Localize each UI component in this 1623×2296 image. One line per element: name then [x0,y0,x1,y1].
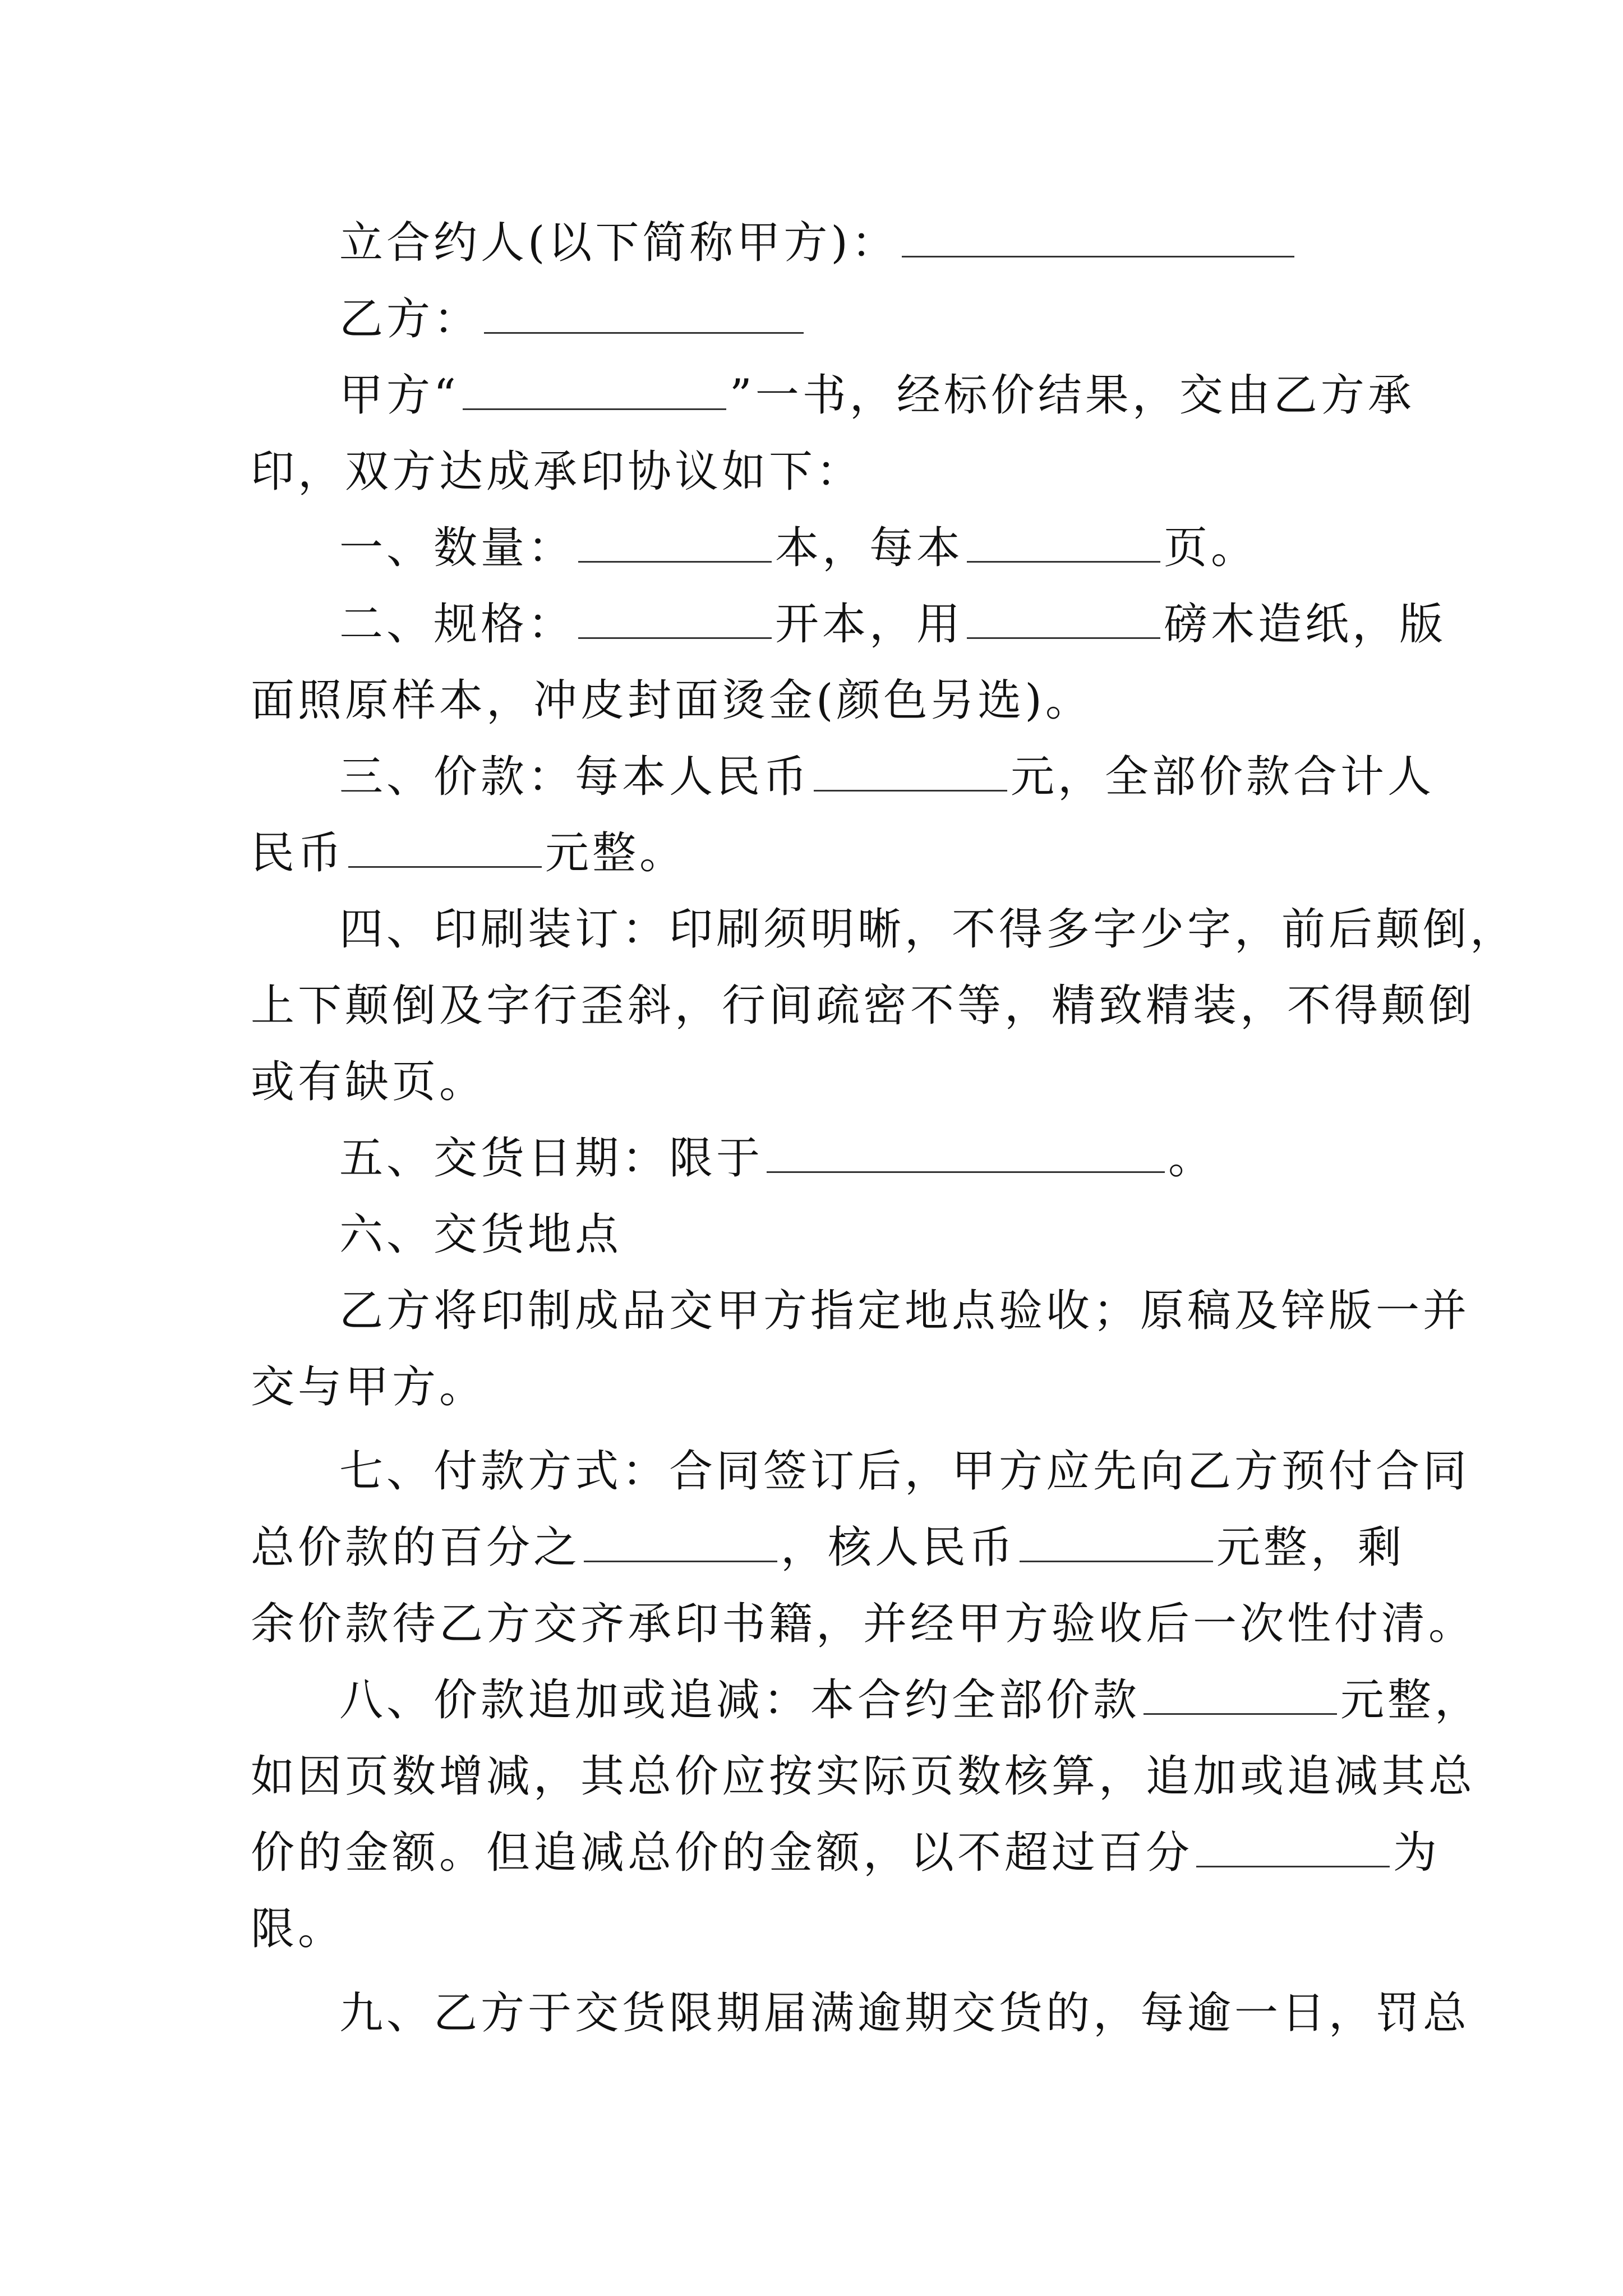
yuan-label: 元整。 [545,828,687,878]
clause-6-text-2 [251,1349,1378,1425]
pages-blank [967,526,1160,563]
delivery-place-heading: 六、交货地点 [339,1209,623,1260]
delivery-place-text-1: 乙方将印制成品交甲方指定地点验收；原稿及锌版一并 [339,1286,1470,1336]
binding-text-3: 或有缺页。 [251,1057,487,1107]
prepay-amount-label: ，核人民币 [781,1522,1017,1573]
applicant-label: 立合约人(以下简称甲方)： [339,218,898,268]
adjust-percent-blank [1196,1831,1390,1867]
quantity-label: 一、数量： [339,523,575,573]
clause-5-delivery-date [251,1120,1378,1197]
clause-3-price [251,739,1435,815]
binding-text-1: 四、印刷装订：印刷须明晰，不得多字少字，前后颠倒， [339,904,1518,955]
spec-cont-text: 面照原样本，冲皮封面烫金(颜色另选)。 [251,675,1092,726]
penalty-text-1: 九、乙方于交货限期届满逾期交货的，每逾一日，罚总 [339,1988,1470,2039]
paper-label: 磅木造纸，版 [1164,599,1447,650]
prepay-percent-blank [584,1526,777,1562]
intro-text-b: ”一书，经标价结果，交由乙方承 [729,370,1415,421]
price-label: 三、价款：每本人民币 [339,752,811,802]
adjust-text-1: 如因页数增减，其总价应按实际页数核算，追加或追减其总 [251,1751,1476,1802]
clause-4-binding-cont-2 [251,1044,1378,1120]
per-copy-label: 本，每本 [775,523,964,573]
clause-4-binding [251,891,1518,968]
delivery-date-blank [767,1137,1165,1173]
adjust-label: 八、价款追加或追减：本合约全部价款 [339,1675,1141,1726]
delivery-place-text-2: 交与甲方。 [251,1362,487,1412]
price-total-label: 元，全部价款合计人 [1011,752,1435,802]
currency-label: 民币 [251,828,345,878]
binding-text-2: 上下颠倒及字行歪斜，行间疏密不等，精致精装，不得颠倒 [251,981,1476,1031]
party-b-line [251,281,1378,357]
party-b-blank [484,297,804,334]
remaining-label: 元整，剩 [1216,1522,1405,1573]
adjust-limit-label: 为 [1393,1828,1441,1878]
clause-6-text-1 [251,1273,1470,1349]
clause-3-price-cont [251,815,1378,891]
clause-2-spec [251,586,1447,662]
contract-body [251,205,1518,2051]
payment-text-2: 余价款待乙方交齐承印书籍，并经甲方验收后一次性付清。 [251,1599,1476,1649]
percent-label: 总价款的百分之 [251,1522,581,1573]
adjust-text-3: 限。 [251,1904,345,1954]
book-name-blank [463,374,726,410]
clause-8-adjust [251,1662,1482,1738]
clause-8-adjust-cont-2 [251,1815,1441,1891]
applicant-line [251,205,1378,281]
delivery-date-end: 。 [1168,1133,1216,1184]
intro-text-a: 甲方“ [339,370,459,421]
intro-text-c: 印，双方达成承印协议如下： [251,447,864,497]
clause-8-adjust-cont-1 [251,1738,1476,1815]
adjust-text-2: 价的金额。但追减总价的金额，以不超过百分 [251,1828,1193,1878]
clause-7-payment-cont-2 [251,1586,1476,1662]
format-label: 开本，用 [775,599,964,650]
clause-1-quantity [251,510,1378,586]
party-b-label: 乙方： [339,294,481,344]
clause-7-payment-cont-1 [251,1510,1405,1586]
clause-9-penalty [251,1975,1470,2051]
adjust-total-blank [1144,1678,1337,1715]
paper-weight-blank [967,602,1160,639]
clause-4-binding-cont-1 [251,968,1476,1044]
clause-6-delivery-place [251,1197,1378,1273]
spec-label: 二、规格： [339,599,575,650]
delivery-date-label: 五、交货日期：限于 [339,1133,764,1184]
intro-line-2 [251,434,1378,510]
pages-label: 页。 [1164,523,1258,573]
clause-8-adjust-cont-3 [251,1891,1378,1967]
prepay-amount-blank [1020,1526,1213,1562]
unit-price-blank [814,755,1007,792]
clause-7-payment [251,1433,1470,1510]
quantity-blank [578,526,772,563]
total-price-blank [348,831,542,868]
payment-text-1: 七、付款方式：合同签订后，甲方应先向乙方预付合同 [339,1446,1470,1497]
adjust-yuan-label: 元整， [1340,1675,1482,1726]
intro-line-1 [251,357,1415,434]
clause-2-spec-cont [251,662,1378,739]
applicant-blank [902,221,1294,257]
format-blank [578,602,772,639]
